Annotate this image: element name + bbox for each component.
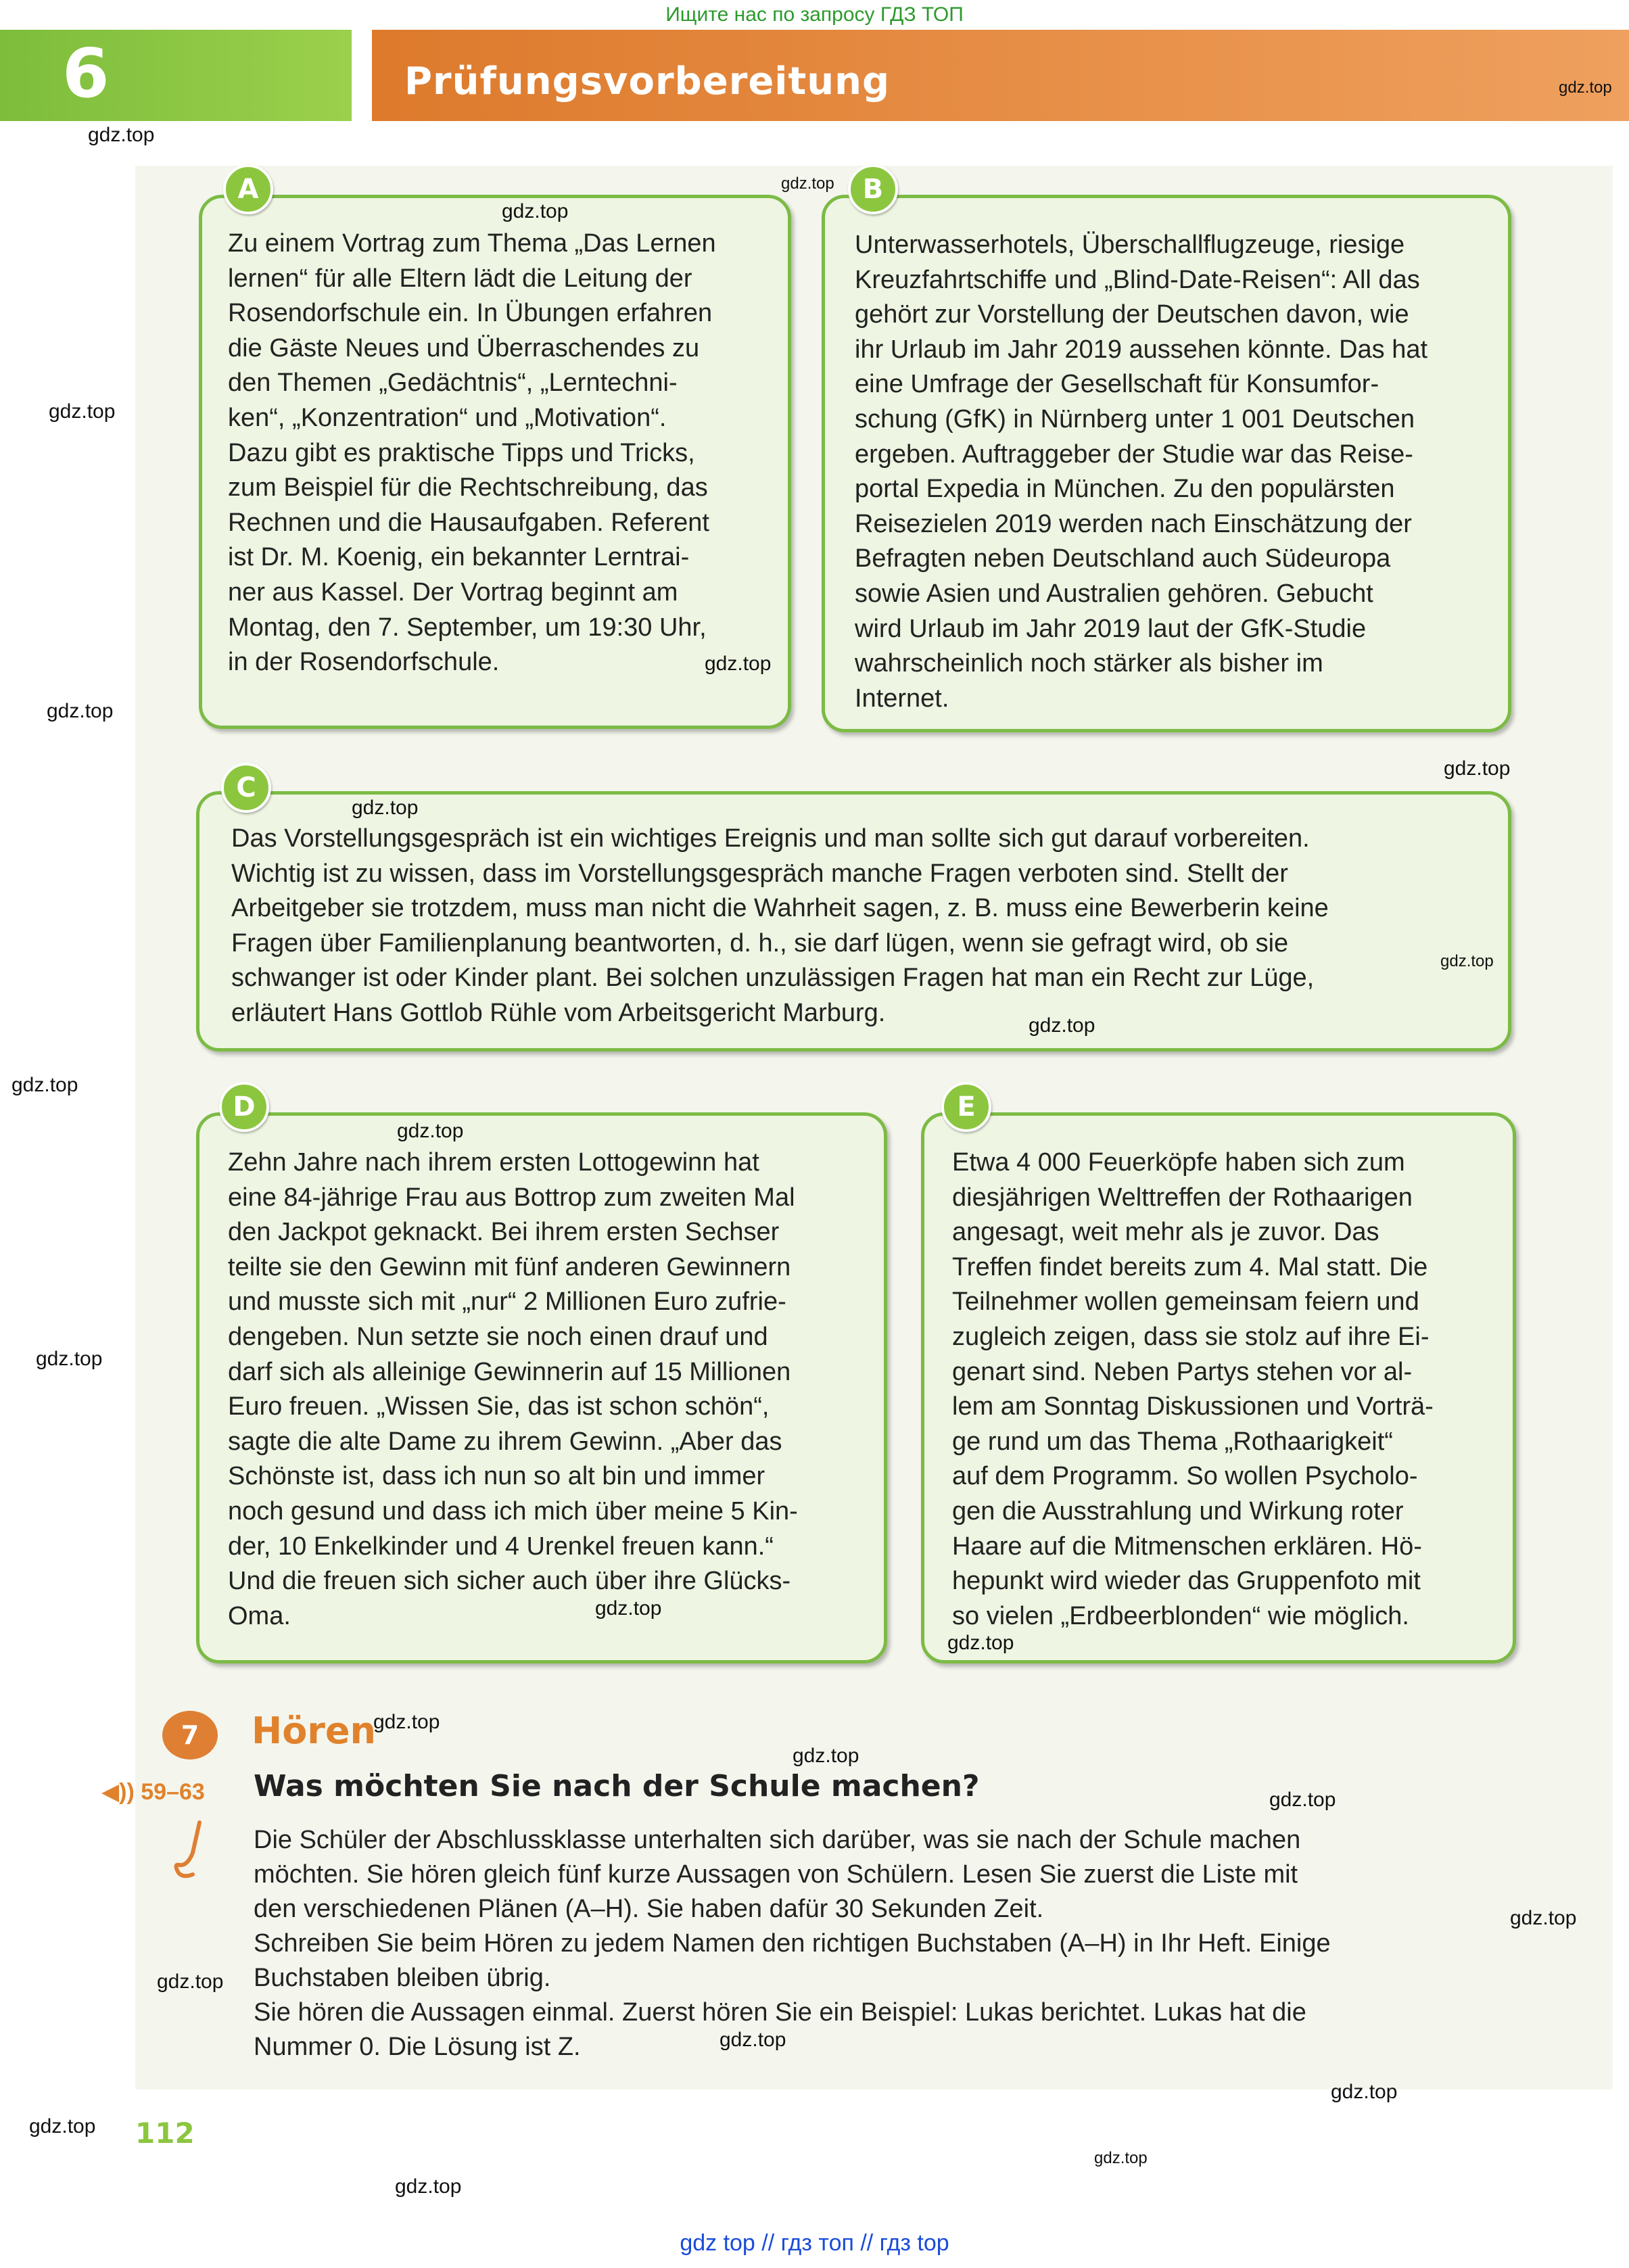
card-c-text: Das Vorstellungsgespräch ist ein wichtiges Ereignis und man sollte sich gut darauf vorbereiten. Wichtig ist zu wissen, dass im Vorstellungsgespräch manche Fragen verboten sind. Stellt der Arbeitgeber sie trotzdem, muss man nicht die Wahrheit sagen, z. B. muss eine Bewerberin keine Fragen über Familienplanung beantworten, d. h., sie darf lügen, wenn sie gefragt wird, ob sie schwanger ist oder Kinder plant. Bei solchen unzulässigen Fragen hat man ein Recht zur Lüge, erläutert Hans Gottlob Rühle vom Arbeitsgericht Marburg. — [231, 824, 1329, 1027]
card-badge-d: D — [219, 1082, 269, 1132]
watermark: gdz.top — [1510, 1907, 1577, 1929]
bottom-banner-link[interactable]: gdz top // гдз топ // гдз top — [680, 2230, 949, 2256]
task-question: Was möchten Sie nach der Schule machen? — [254, 1769, 980, 1803]
watermark: gdz.top — [88, 124, 155, 146]
watermark: gdz.top — [947, 1632, 1014, 1654]
audio-track-ref — [101, 1778, 205, 1805]
watermark: gdz.top — [395, 2175, 462, 2198]
watermark: gdz.top — [595, 1597, 662, 1620]
watermark: gdz.top — [373, 1711, 440, 1733]
chapter-number: 6 — [62, 34, 110, 113]
watermark: gdz.top — [36, 1348, 103, 1370]
watermark: gdz.top — [157, 1970, 224, 1993]
task-instructions: Die Schüler der Abschlussklasse unterhalten sich darüber, was sie nach der Schule machen möchten. Sie hören gleich fünf kurze Aussagen von Schülern. Lesen Sie zuerst die Liste mit den verschiedenen Plänen (A–H). Sie haben dafür 30 Sekunden Zeit. Schreiben Sie beim Hören zu jedem Namen den richtigen Buchstaben (A–H) in Ihr Heft. Einige Buchstaben bleiben übrig. Sie hören die Aussagen einmal. Zuerst hören Sie ein Beispiel: Lukas berichtet. Lukas hat die Nummer 0. Die Lösung ist Z. — [254, 1826, 1331, 2061]
watermark: gdz.top — [1444, 757, 1511, 780]
card-badge-e: E — [941, 1082, 991, 1132]
watermark: gdz.top — [47, 700, 114, 722]
watermark: gdz.top — [397, 1120, 464, 1142]
watermark: gdz.top — [705, 653, 772, 675]
watermark: gdz.top — [781, 174, 834, 193]
watermark: gdz.top — [1331, 2081, 1398, 2103]
task-number-badge: 7 — [162, 1711, 218, 1759]
top-banner-link[interactable]: Ищите нас по запросу ГДЗ ТОП — [665, 3, 964, 26]
card-badge-b: B — [848, 164, 898, 214]
watermark: gdz.top — [11, 1074, 78, 1096]
card-d-text: Zehn Jahre nach ihrem ersten Lottogewinn hat eine 84-jährige Frau aus Bottrop zum zweiten Mal den Jackpot geknackt. Bei ihrem ersten Sechser teilte sie den Gewinn mit fünf anderen Gewinnern und musste sich mit „nur“ 2 Millionen Euro zufrie- dengeben. Nun setzte sie noch einen drauf und darf sich als alleinige Gewinnerin auf 15 Millionen Euro freuen. „Wissen Sie, das ist schon schön“, sagte die alte Dame zu ihrem Gewinn. „Aber das Schönste ist, dass ich nun so alt bin und immer noch gesund und dass ich mich über meine 5 Kin- der, 10 Enkelkinder und 4 Urenkel freuen kann.“ Und die freuen sich sicher auch über ihre Glücks- Oma. — [228, 1148, 798, 1630]
watermark: gdz.top — [49, 400, 116, 423]
page-number: 112 — [135, 2117, 195, 2150]
watermark: gdz.top — [793, 1745, 859, 1767]
watermark: gdz.top — [1094, 2149, 1148, 2167]
card-badge-c: C — [221, 763, 271, 813]
card-b-text: Unterwasserhotels, Überschallflugzeuge, riesige Kreuzfahrtschiffe und „Blind-Date-Reisen“: All das gehört zur Vorstellung der Deutschen davon, wie ihr Urlaub im Jahr 2019 aussehen könnte. Das hat eine Umfrage der Gesellschaft für Konsumfor- schung (GfK) in Nürnberg unter 1 001 Deutschen ergeben. Auftraggeber der Studie war das Reise- portal Expedia in München. Zu den populärsten Reisezielen 2019 werden nach Einschätzung der Befragten neben Deutschland auch Südeuropa sowie Asien und Australien gehören. Gebucht wird Urlaub im Jahr 2019 laut der GfK-Studie wahrscheinlich noch stärker als bisher im Internet. — [855, 231, 1428, 713]
speaker-icon: ◀)) — [101, 1779, 141, 1805]
card-a-text: Zu einem Vortrag zum Thema „Das Lernen lernen“ für alle Eltern lädt die Leitung der Rosendorfschule ein. In Übungen erfahren die Gäste Neues und Überraschendes zu den Themen „Gedächtnis“, „Lerntechni- ken“, „Konzentration“ und „Motivation“. Dazu gibt es praktische Tipps und Tricks, zum Beispiel für die Rechtschreibung, das Rechnen und die Hausaufgaben. Referent ist Dr. M. Koenig, ein bekannter Lerntrai- ner aus Kassel. Der Vortrag beginnt am Montag, den 7. September, um 19:30 Uhr, in der Rosendorfschule. — [228, 229, 716, 677]
audio-track-numbers: 59–63 — [141, 1779, 205, 1805]
watermark: gdz.top — [719, 2029, 786, 2051]
chapter-tab — [0, 30, 352, 121]
watermark: gdz.top — [1440, 952, 1494, 970]
pen-icon — [172, 1819, 213, 1887]
watermark: gdz.top — [29, 2115, 96, 2137]
section-heading: Hören — [252, 1709, 376, 1752]
watermark: gdz.top — [1029, 1014, 1095, 1037]
card-badge-a: A — [223, 164, 273, 214]
page-title: Prüfungsvorbereitung — [404, 60, 891, 103]
watermark: gdz.top — [502, 200, 569, 222]
watermark: gdz.top — [352, 797, 419, 819]
watermark: gdz.top — [1559, 78, 1612, 97]
card-e-text: Etwa 4 000 Feuerköpfe haben sich zum diesjährigen Welttreffen der Rothaarigen angesagt, weit mehr als je zuvor. Das Treffen findet bereits zum 4. Mal statt. Die Teilnehmer wollen gemeinsam feiern und zugleich zeigen, dass sie stolz auf ihre Ei- genart sind. Neben Partys stehen vor al- lem am Sonntag Diskussionen und Vorträ- ge rund um das Thema „Rothaarigkeit“ auf dem Programm. So wollen Psycholo- gen die Ausstrahlung und Wirkung roter Haare auf die Mitmenschen erklären. Hö- hepunkt wird wieder das Gruppenfoto mit so vielen „Erdbeerblonden“ wie möglich. — [952, 1148, 1434, 1630]
watermark: gdz.top — [1269, 1789, 1336, 1811]
